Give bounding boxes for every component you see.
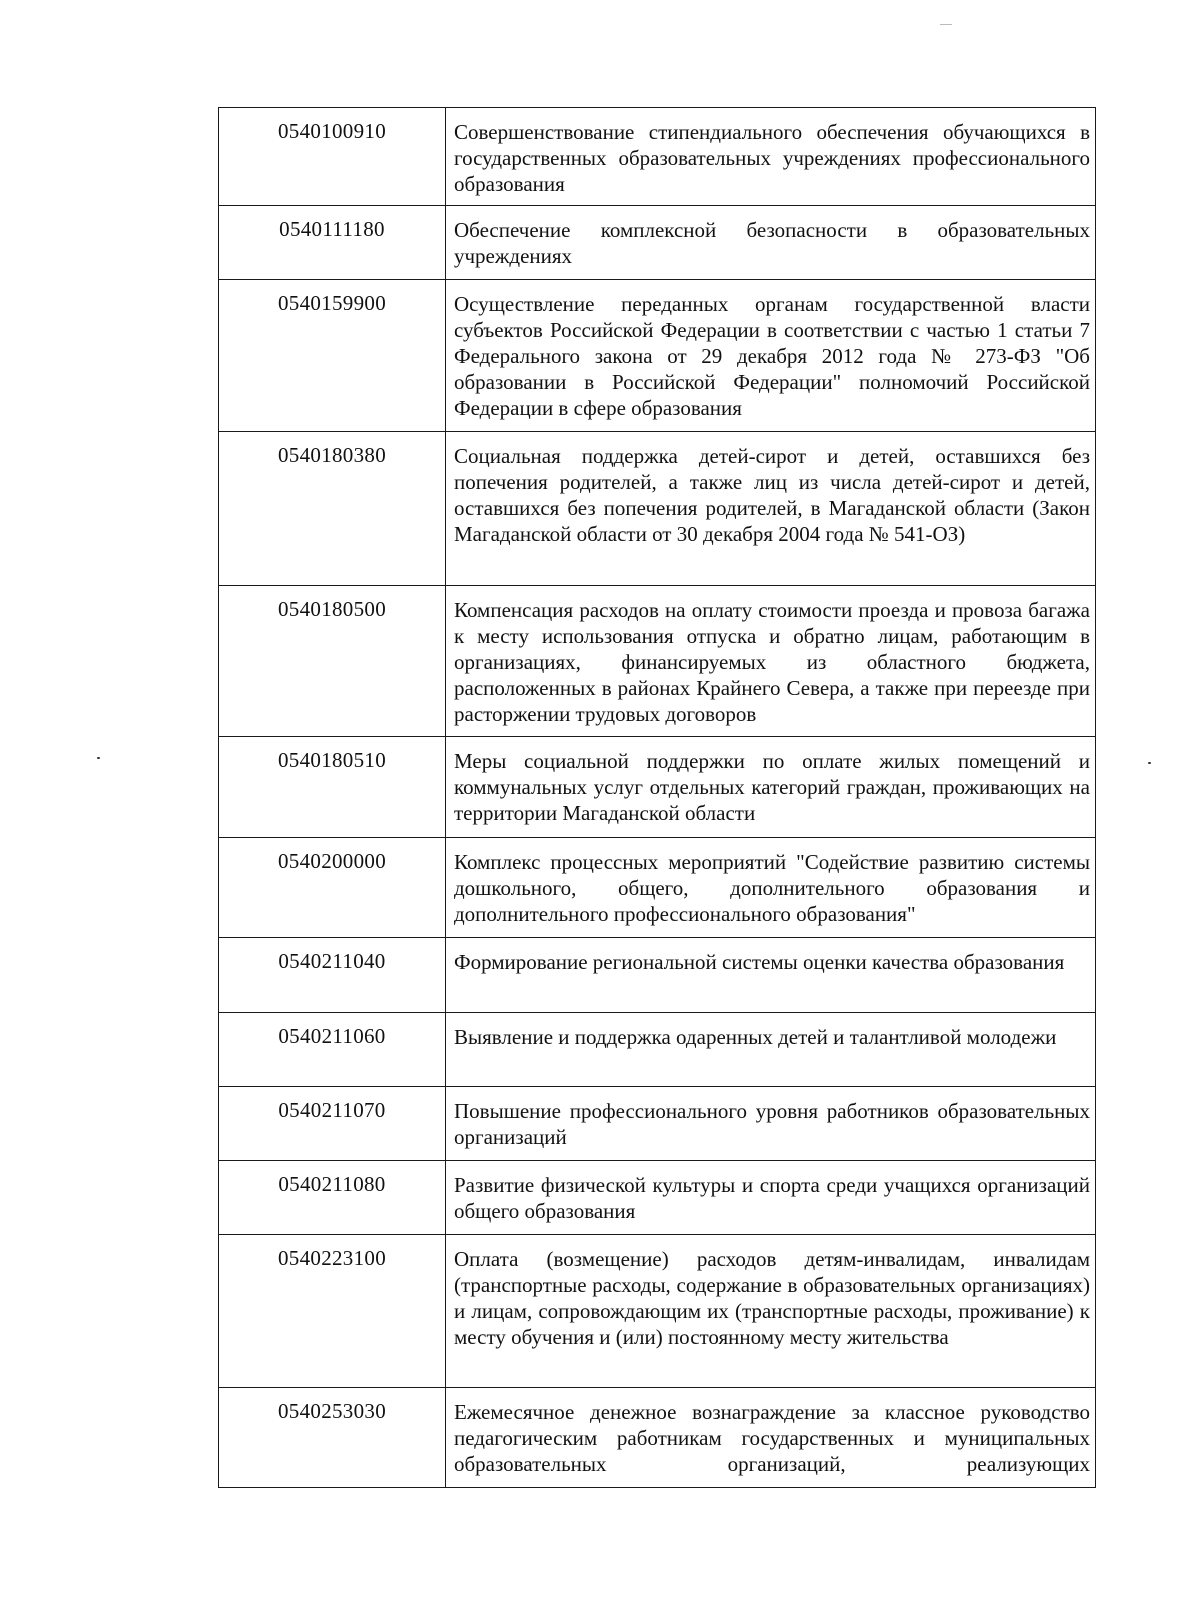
table-row (219, 280, 1096, 432)
description-cell: Оплата (возмещение) расходов детям-инвалидам, инвалидам (транспортные расходы, содержание в образовательных организациях) и лицам, сопровождающим их (транспортные расходы, проживание) к месту обучения и (или) постоянному месту жительства (446, 1235, 1096, 1388)
scan-speck (1148, 762, 1151, 764)
description-cell: Компенсация расходов на оплату стоимости проезда и провоза багажа к месту использования отпуска и обратно лицам, работающим в организациях, финансируемых из областного бюджета, расположенных в районах Крайнего Севера, а также при переезде при расторжении трудовых договоров (446, 586, 1096, 737)
description-cell: Совершенствование стипендиального обеспечения обучающихся в государственных образовательных учреждениях профессионального образования (446, 108, 1096, 206)
description-cell: Формирование региональной системы оценки качества образования (446, 938, 1096, 1013)
description-cell: Комплекс процессных мероприятий "Содействие развитию системы дошкольного, общего, дополнительного образования и дополнительного профессионального образования" (446, 838, 1096, 938)
table-row (219, 1087, 1096, 1161)
description-cell: Социальная поддержка детей-сирот и детей, оставшихся без попечения родителей, а также лиц из числа детей-сирот и детей, оставшихся без попечения родителей, в Магаданской области (Закон Магаданской области от 30 декабря 2004 года № 541-ОЗ) (446, 432, 1096, 586)
table-row (219, 1388, 1096, 1488)
code-cell: 0540100910 (219, 108, 446, 206)
scan-speck (97, 757, 100, 759)
code-cell: 0540180500 (219, 586, 446, 737)
description-cell: Меры социальной поддержки по оплате жилых помещений и коммунальных услуг отдельных категорий граждан, проживающих на территории Магаданской области (446, 737, 1096, 838)
table-row (219, 938, 1096, 1013)
code-cell: 0540211060 (219, 1013, 446, 1087)
table-row (219, 838, 1096, 938)
table-row (219, 432, 1096, 586)
description-cell: Осуществление переданных органам государственной власти субъектов Российской Федерации в соответствии с частью 1 статьи 7 Федерального закона от 29 декабря 2012 года № 273-ФЗ "Об образовании в Российской Федерации" полномочий Российской Федерации в сфере образования (446, 280, 1096, 432)
code-cell: 0540223100 (219, 1235, 446, 1388)
code-cell: 0540180510 (219, 737, 446, 838)
code-cell: 0540111180 (219, 206, 446, 280)
table-row (219, 1013, 1096, 1087)
table-row (219, 108, 1096, 206)
code-cell: 0540180380 (219, 432, 446, 586)
budget-codes-table (218, 107, 1096, 1488)
code-cell: 0540159900 (219, 280, 446, 432)
code-cell: 0540211040 (219, 938, 446, 1013)
description-cell: Обеспечение комплексной безопасности в образовательных учреждениях (446, 206, 1096, 280)
table-row (219, 1161, 1096, 1235)
table-row (219, 737, 1096, 838)
table-row (219, 206, 1096, 280)
description-cell: Выявление и поддержка одаренных детей и талантливой молодежи (446, 1013, 1096, 1087)
table-row (219, 1235, 1096, 1388)
code-cell: 0540200000 (219, 838, 446, 938)
code-cell: 0540253030 (219, 1388, 446, 1488)
table-row (219, 586, 1096, 737)
description-cell: Повышение профессионального уровня работников образовательных организаций (446, 1087, 1096, 1161)
code-cell: 0540211070 (219, 1087, 446, 1161)
code-cell: 0540211080 (219, 1161, 446, 1235)
scan-mark (940, 24, 952, 25)
description-cell: Развитие физической культуры и спорта среди учащихся организаций общего образования (446, 1161, 1096, 1235)
description-cell: Ежемесячное денежное вознаграждение за классное руководство педагогическим работникам государственных и муниципальных образовательных организаций, реализующих (446, 1388, 1096, 1488)
